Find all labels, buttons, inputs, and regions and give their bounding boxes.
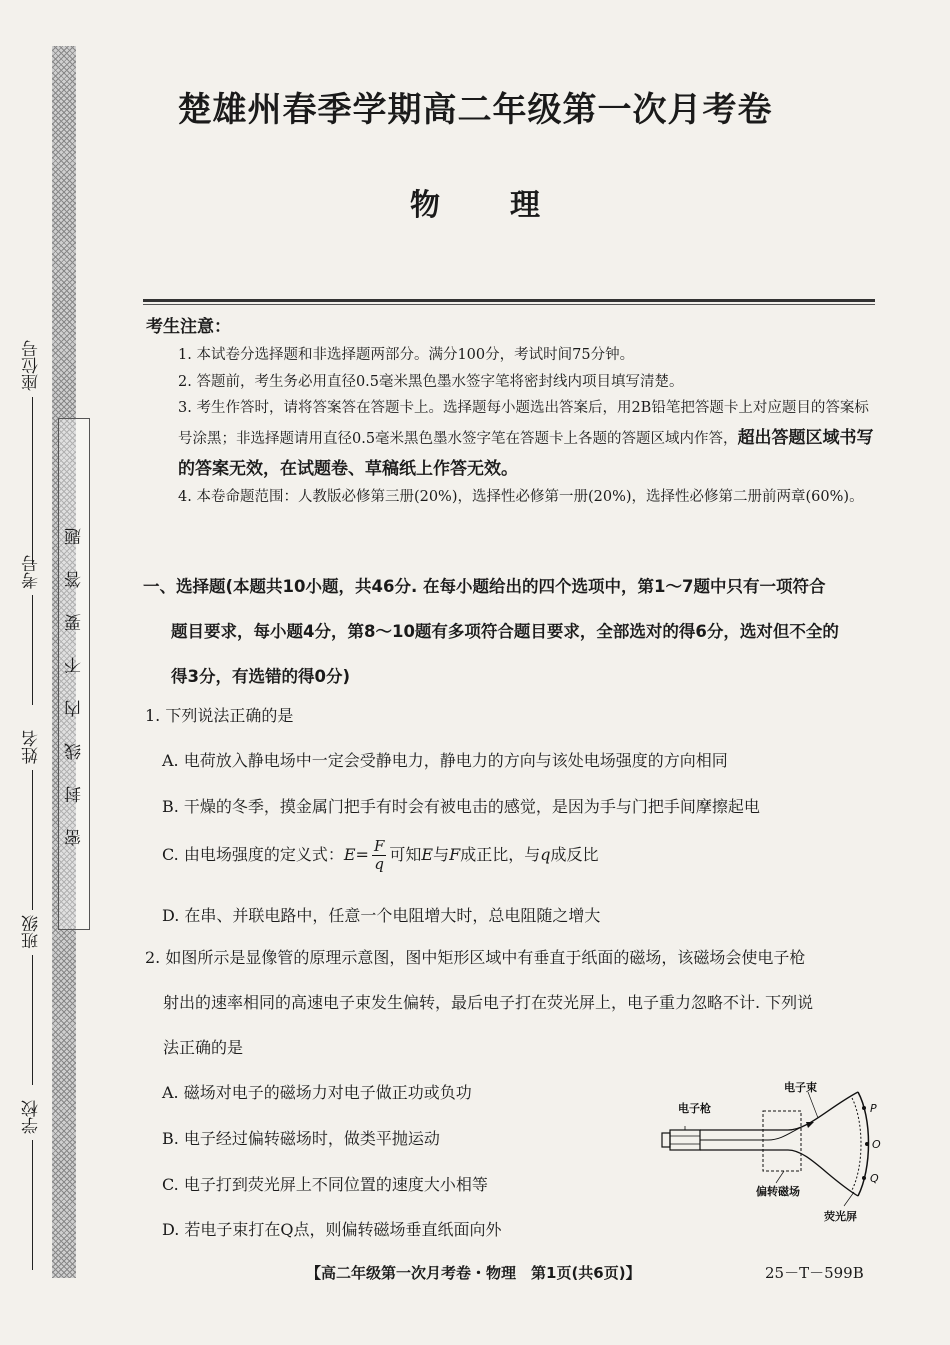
school-label: 学校: [21, 1100, 42, 1134]
paper-code: 25－T－599B: [765, 1264, 864, 1282]
instruction-item-1: 1. 本试卷分选择题和非选择题两部分。满分100分，考试时间75分钟。: [178, 347, 635, 363]
electron-beam: [700, 1124, 808, 1140]
instruction-item-3-text: 3. 考生作答时，请将答案答在答题卡上。选择题每小题选出答案后，用2B铅笔把答题卡上对应题目的答案标号涂黑；非选择题请用直径0.5毫米黑色墨水签字笔在答题卡上各题的答题区域内作答，: [178, 400, 869, 447]
question-2-option-a: A. 磁场对电子的磁场力对电子做正功或负功: [162, 1083, 472, 1102]
question-1-stem: 1. 下列说法正确的是: [145, 706, 294, 725]
seat-number-label: 座位号: [21, 340, 42, 391]
school-field[interactable]: [14, 1100, 50, 1270]
question-2-stem: 2. 如图所示是显像管的原理示意图，图中矩形区域中有垂直于纸面的磁场，该磁场会使电子枪 射出的速率相同的高速电子束发生偏转，最后电子打在荧光屏上，电子重力忽略不计. 下列说 法正确的是: [145, 948, 814, 1057]
exam-title: 楚雄州春季学期高二年级第一次月考卷: [177, 90, 773, 130]
label-electron-gun: 电子枪: [678, 1102, 711, 1115]
seal-line-notice: [58, 418, 90, 930]
question-1-option-b: B. 干燥的冬季，摸金属门把手有时会有被电击的感觉，是因为手与门把手间摩擦起电: [162, 797, 760, 816]
question-1-option-c: C. 由电场强度的定义式：E= $\frac{F}{q}$ 可知E与F成正比，与q成反比: [162, 837, 599, 873]
header-rule-thin: [143, 304, 875, 305]
instructions-heading: 考生注意：: [146, 317, 231, 337]
exam-number-label: 考号: [21, 555, 42, 589]
class-label: 班级: [21, 915, 42, 949]
point-q: [862, 1176, 866, 1180]
class-field[interactable]: [14, 915, 50, 1085]
label-deflection-field: 偏转磁场: [756, 1185, 800, 1198]
seal-line-notice-text: 密封线内不要答题: [64, 502, 85, 846]
name-label: 姓名: [21, 730, 42, 764]
instruction-item-3: [178, 393, 878, 485]
point-p: [862, 1106, 866, 1110]
seat-number-field[interactable]: [14, 340, 50, 565]
question-1-option-a: A. 电荷放入静电场中一定会受静电力，静电力的方向与该处电场强度的方向相同: [162, 751, 728, 770]
section-1-line-1: 一、选择题(本题共10小题，共46分. 在每小题给出的四个选项中，第1～7题中只有一项符合: [143, 577, 826, 596]
question-2-option-d: D. 若电子束打在Q点，则偏转磁场垂直纸面向外: [162, 1220, 502, 1239]
section-1-line-3: 得3分，有选错的得0分): [171, 667, 351, 686]
formula-fraction: $\frac{F}{q}$: [373, 837, 385, 873]
section-1-line-2: 题目要求，每小题4分，第8～10题有多项符合题目要求，全部选对的得6分，选对但不全的: [171, 622, 839, 641]
section-1-heading: [143, 564, 883, 699]
exam-number-field[interactable]: [14, 555, 50, 705]
label-o: O: [872, 1138, 881, 1151]
header-rule: [143, 299, 875, 302]
label-electron-beam: 电子束: [784, 1081, 817, 1094]
deflection-field: [763, 1111, 801, 1171]
point-o: [865, 1142, 869, 1146]
gun-base: [662, 1133, 670, 1147]
instruction-item-4: 4. 本卷命题范围：人教版必修第三册(20%)，选择性必修第一册(20%)，选择性必修第二册前两章(60%)。: [178, 489, 864, 505]
page-footer: 【高二年级第一次月考卷・物理 第1页(共6页)】: [306, 1264, 641, 1282]
beam-arrow: [806, 1122, 814, 1128]
label-q: Q: [870, 1172, 879, 1185]
question-2-option-c: C. 电子打到荧光屏上不同位置的速度大小相等: [162, 1175, 488, 1194]
electron-gun: [670, 1130, 700, 1150]
subject-title: 物理: [410, 188, 610, 223]
question-2-option-b: B. 电子经过偏转磁场时，做类平抛运动: [162, 1129, 440, 1148]
instruction-item-3-emphasis: 超出答题区域书写的答案无效，在试题卷、草稿纸上作答无效。: [178, 428, 874, 479]
instruction-item-2: 2. 答题前，考生务必用直径0.5毫米黑色墨水签字笔将密封线内项目填写清楚。: [178, 374, 684, 390]
name-field[interactable]: [14, 730, 50, 910]
label-p: P: [870, 1102, 877, 1115]
crt-diagram: [658, 1078, 898, 1228]
question-1-option-d: D. 在串、并联电路中，任意一个电阻增大时，总电阻随之增大: [162, 906, 601, 925]
label-screen: 荧光屏: [824, 1210, 857, 1223]
